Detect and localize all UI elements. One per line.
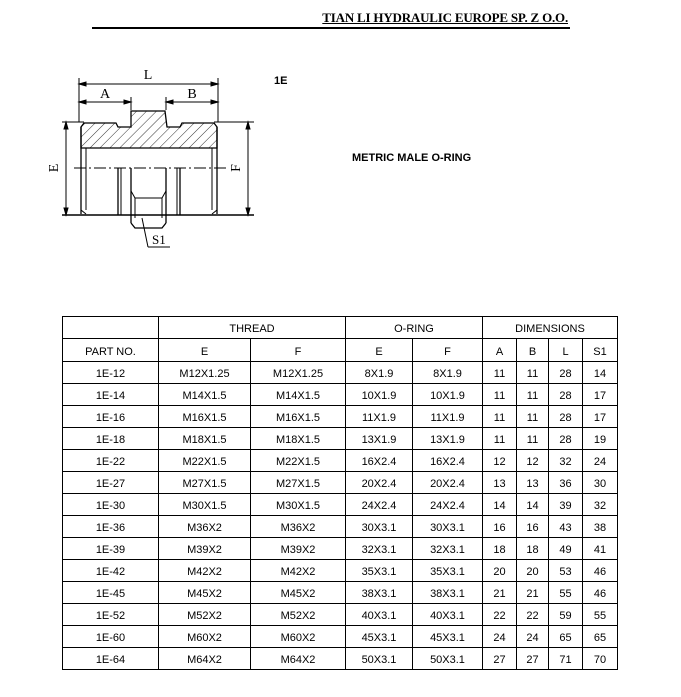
dimension-B [166, 87, 218, 104]
cell-oring-e: 24X2.4 [346, 494, 413, 516]
cell-thread-f: M16X1.5 [251, 406, 346, 428]
cell-oring-e: 16X2.4 [346, 450, 413, 472]
svg-text:L: L [143, 68, 153, 83]
cell-thread-f: M12X1.25 [251, 362, 346, 384]
cell-oring-f: 8X1.9 [413, 362, 483, 384]
cell-dim-b: 16 [517, 516, 549, 538]
cell-thread-f: M42X2 [251, 560, 346, 582]
table-row [63, 516, 618, 538]
cell-part-no: 1E-27 [63, 472, 159, 494]
cell-oring-e: 10X1.9 [346, 384, 413, 406]
cell-thread-e: M27X1.5 [159, 472, 251, 494]
cell-oring-f: 16X2.4 [413, 450, 483, 472]
cell-dim-l: 28 [549, 428, 583, 450]
cell-dim-a: 24 [483, 626, 517, 648]
cell-part-no: 1E-30 [63, 494, 159, 516]
cell-dim-l: 71 [549, 648, 583, 670]
cell-oring-f: 40X3.1 [413, 604, 483, 626]
cell-dim-b: 14 [517, 494, 549, 516]
cell-thread-f: M18X1.5 [251, 428, 346, 450]
cell-oring-f: 24X2.4 [413, 494, 483, 516]
group-header-dimensions: DIMENSIONS [483, 317, 618, 339]
col-header-oring-f: F [413, 339, 483, 362]
cell-thread-f: M14X1.5 [251, 384, 346, 406]
cell-part-no: 1E-45 [63, 582, 159, 604]
cell-thread-f: M60X2 [251, 626, 346, 648]
cell-dim-s1: 38 [583, 516, 618, 538]
cell-oring-e: 50X3.1 [346, 648, 413, 670]
cell-dim-s1: 46 [583, 582, 618, 604]
cell-oring-f: 45X3.1 [413, 626, 483, 648]
cell-thread-f: M39X2 [251, 538, 346, 560]
table-row [63, 604, 618, 626]
cell-oring-f: 38X3.1 [413, 582, 483, 604]
cell-dim-b: 12 [517, 450, 549, 472]
cell-thread-e: M60X2 [159, 626, 251, 648]
cell-thread-f: M45X2 [251, 582, 346, 604]
cell-dim-a: 11 [483, 428, 517, 450]
cell-thread-f: M64X2 [251, 648, 346, 670]
cell-thread-e: M30X1.5 [159, 494, 251, 516]
cell-thread-f: M30X1.5 [251, 494, 346, 516]
cell-part-no: 1E-52 [63, 604, 159, 626]
cell-dim-s1: 65 [583, 626, 618, 648]
group-header-row [63, 317, 618, 339]
cell-part-no: 1E-14 [63, 384, 159, 406]
cell-thread-f: M36X2 [251, 516, 346, 538]
cell-dim-l: 36 [549, 472, 583, 494]
svg-text:S1: S1 [152, 232, 166, 247]
table-row [63, 648, 618, 670]
table-row [63, 538, 618, 560]
cell-dim-l: 59 [549, 604, 583, 626]
cell-dim-l: 32 [549, 450, 583, 472]
dimension-E [47, 122, 68, 215]
cell-dim-a: 11 [483, 406, 517, 428]
cell-oring-e: 40X3.1 [346, 604, 413, 626]
group-header-part [63, 317, 159, 339]
cell-dim-s1: 14 [583, 362, 618, 384]
cell-dim-b: 11 [517, 428, 549, 450]
col-header-a: A [483, 339, 517, 362]
cell-oring-e: 38X3.1 [346, 582, 413, 604]
cell-thread-e: M64X2 [159, 648, 251, 670]
table-row [63, 406, 618, 428]
cell-dim-s1: 55 [583, 604, 618, 626]
cell-dim-b: 21 [517, 582, 549, 604]
table-row [63, 428, 618, 450]
cell-part-no: 1E-64 [63, 648, 159, 670]
spec-table-body [63, 362, 618, 670]
cell-dim-b: 11 [517, 362, 549, 384]
table-row [63, 626, 618, 648]
cell-thread-e: M16X1.5 [159, 406, 251, 428]
cell-dim-l: 43 [549, 516, 583, 538]
cell-thread-f: M27X1.5 [251, 472, 346, 494]
cell-part-no: 1E-42 [63, 560, 159, 582]
cell-dim-l: 28 [549, 362, 583, 384]
cell-dim-a: 20 [483, 560, 517, 582]
cell-part-no: 1E-39 [63, 538, 159, 560]
cell-oring-f: 13X1.9 [413, 428, 483, 450]
col-header-part-no: PART NO. [63, 339, 159, 362]
table-row [63, 384, 618, 406]
cell-dim-s1: 46 [583, 560, 618, 582]
cell-dim-l: 65 [549, 626, 583, 648]
cell-dim-b: 13 [517, 472, 549, 494]
cell-dim-b: 11 [517, 406, 549, 428]
cell-oring-e: 8X1.9 [346, 362, 413, 384]
cell-dim-a: 27 [483, 648, 517, 670]
cell-dim-b: 27 [517, 648, 549, 670]
cell-oring-f: 20X2.4 [413, 472, 483, 494]
cell-dim-a: 11 [483, 384, 517, 406]
cell-thread-e: M45X2 [159, 582, 251, 604]
cell-dim-l: 55 [549, 582, 583, 604]
cell-dim-s1: 17 [583, 406, 618, 428]
cell-thread-e: M42X2 [159, 560, 251, 582]
cell-dim-l: 49 [549, 538, 583, 560]
cell-oring-f: 11X1.9 [413, 406, 483, 428]
col-header-thread-e: E [159, 339, 251, 362]
company-title: TIAN LI HYDRAULIC EUROPE SP. Z O.O. [322, 10, 568, 25]
cell-dim-l: 53 [549, 560, 583, 582]
dimension-F [229, 122, 250, 215]
product-name: METRIC MALE O-RING [352, 152, 472, 164]
column-header-row [63, 339, 618, 362]
spec-table [62, 316, 618, 670]
cell-oring-e: 13X1.9 [346, 428, 413, 450]
cell-oring-e: 30X3.1 [346, 516, 413, 538]
company-header [92, 9, 570, 29]
cell-dim-b: 18 [517, 538, 549, 560]
group-header-thread: THREAD [159, 317, 346, 339]
cell-part-no: 1E-16 [63, 406, 159, 428]
cell-dim-s1: 17 [583, 384, 618, 406]
cell-oring-e: 32X3.1 [346, 538, 413, 560]
hex-port [131, 168, 166, 228]
svg-text:F: F [229, 164, 244, 172]
cell-dim-a: 21 [483, 582, 517, 604]
svg-text:E: E [47, 163, 62, 173]
cell-dim-l: 39 [549, 494, 583, 516]
cell-part-no: 1E-22 [63, 450, 159, 472]
cell-dim-a: 12 [483, 450, 517, 472]
cell-thread-e: M22X1.5 [159, 450, 251, 472]
cell-oring-e: 11X1.9 [346, 406, 413, 428]
table-row [63, 494, 618, 516]
col-header-thread-f: F [251, 339, 346, 362]
cell-dim-b: 24 [517, 626, 549, 648]
cell-dim-l: 28 [549, 406, 583, 428]
cell-dim-a: 18 [483, 538, 517, 560]
cell-part-no: 1E-12 [63, 362, 159, 384]
cell-dim-s1: 24 [583, 450, 618, 472]
svg-text:A: A [99, 87, 111, 102]
cell-dim-s1: 70 [583, 648, 618, 670]
table-row [63, 450, 618, 472]
cell-oring-f: 10X1.9 [413, 384, 483, 406]
cell-oring-f: 50X3.1 [413, 648, 483, 670]
cell-dim-a: 14 [483, 494, 517, 516]
cell-dim-s1: 30 [583, 472, 618, 494]
cell-part-no: 1E-18 [63, 428, 159, 450]
cell-oring-f: 32X3.1 [413, 538, 483, 560]
cell-dim-a: 13 [483, 472, 517, 494]
cell-dim-s1: 41 [583, 538, 618, 560]
cell-dim-b: 20 [517, 560, 549, 582]
cell-oring-e: 35X3.1 [346, 560, 413, 582]
cell-thread-e: M36X2 [159, 516, 251, 538]
cell-part-no: 1E-60 [63, 626, 159, 648]
svg-text:B: B [187, 87, 197, 102]
table-row [63, 362, 618, 384]
col-header-s1: S1 [583, 339, 618, 362]
cell-dim-a: 22 [483, 604, 517, 626]
cell-part-no: 1E-36 [63, 516, 159, 538]
table-row [63, 472, 618, 494]
cell-thread-e: M52X2 [159, 604, 251, 626]
product-code: 1E [274, 75, 288, 87]
cell-thread-f: M52X2 [251, 604, 346, 626]
col-header-b: B [517, 339, 549, 362]
cell-thread-e: M14X1.5 [159, 384, 251, 406]
cell-dim-s1: 32 [583, 494, 618, 516]
cell-dim-b: 22 [517, 604, 549, 626]
cell-thread-e: M12X1.25 [159, 362, 251, 384]
cell-oring-f: 35X3.1 [413, 560, 483, 582]
cell-dim-a: 16 [483, 516, 517, 538]
cell-dim-a: 11 [483, 362, 517, 384]
cell-dim-s1: 19 [583, 428, 618, 450]
cell-dim-b: 11 [517, 384, 549, 406]
group-header-oring: O-RING [346, 317, 483, 339]
cell-dim-l: 28 [549, 384, 583, 406]
table-row [63, 582, 618, 604]
cell-thread-e: M18X1.5 [159, 428, 251, 450]
cell-oring-f: 30X3.1 [413, 516, 483, 538]
dimension-L [79, 68, 218, 86]
col-header-oring-e: E [346, 339, 413, 362]
table-row [63, 560, 618, 582]
cell-thread-f: M22X1.5 [251, 450, 346, 472]
col-header-l: L [549, 339, 583, 362]
cell-oring-e: 45X3.1 [346, 626, 413, 648]
fitting-drawing [40, 55, 270, 260]
cell-oring-e: 20X2.4 [346, 472, 413, 494]
dimension-A [79, 87, 131, 104]
cell-thread-e: M39X2 [159, 538, 251, 560]
